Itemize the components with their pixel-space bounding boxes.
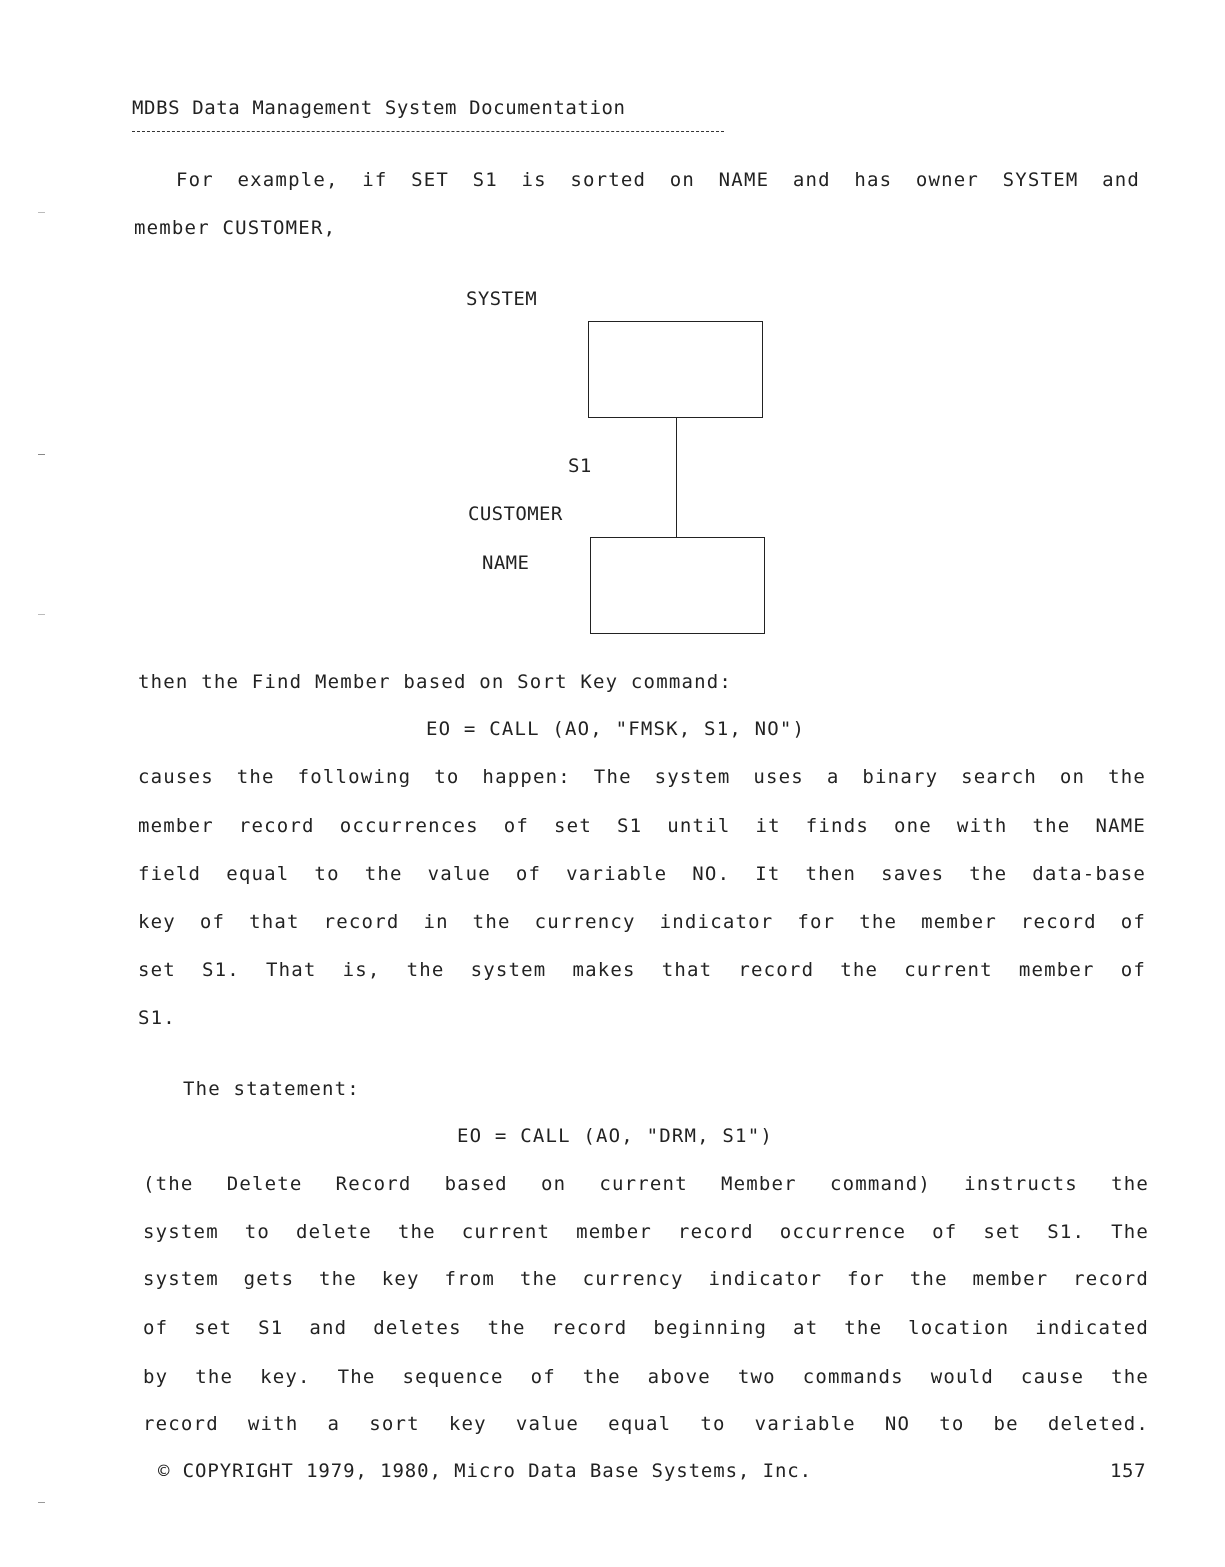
- owner-record-box: [588, 321, 763, 418]
- margin-tick: [38, 614, 45, 615]
- para2-line: system gets the key from the currency indicator for the member record: [143, 1268, 1149, 1290]
- para2-line: record with a sort key value equal to variable NO to be deleted.: [143, 1413, 1149, 1435]
- set-connector-line: [676, 417, 677, 537]
- member-record-box: [590, 537, 765, 634]
- owner-record-label: SYSTEM: [466, 288, 538, 310]
- page-header-title: MDBS Data Management System Documentation: [132, 97, 626, 119]
- header-dashed-rule: [132, 131, 724, 132]
- statement-lead: The statement:: [183, 1078, 360, 1100]
- margin-tick: [38, 454, 45, 455]
- member-record-label: CUSTOMER: [468, 503, 563, 525]
- para1-line: causes the following to happen: The system uses a binary search on the: [138, 766, 1146, 788]
- drm-call-statement: EO = CALL (AO, "DRM, S1"): [457, 1125, 773, 1147]
- para1-line: S1.: [138, 1007, 176, 1029]
- set-name-label: S1: [568, 455, 592, 477]
- fmsk-call-statement: EO = CALL (AO, "FMSK, S1, NO"): [426, 718, 806, 740]
- find-member-lead: then the Find Member based on Sort Key command:: [138, 671, 733, 693]
- para2-line: by the key. The sequence of the above two commands would cause the: [143, 1366, 1149, 1388]
- margin-tick: [38, 1502, 45, 1503]
- para1-line: key of that record in the currency indicator for the member record of: [138, 911, 1146, 933]
- para1-line: member record occurrences of set S1 until it finds one with the NAME: [138, 815, 1146, 837]
- para2-line: of set S1 and deletes the record beginning at the location indicated: [143, 1317, 1149, 1339]
- para2-line: (the Delete Record based on current Member command) instructs the: [143, 1173, 1149, 1195]
- page-number: 157: [1110, 1460, 1147, 1482]
- para2-line: system to delete the current member record occurrence of set S1. The: [143, 1221, 1149, 1243]
- intro-line-1: For example, if SET S1 is sorted on NAME and has owner SYSTEM and: [176, 169, 1140, 191]
- para1-line: field equal to the value of variable NO. It then saves the data-base: [138, 863, 1146, 885]
- para1-line: set S1. That is, the system makes that record the current member of: [138, 959, 1146, 981]
- copyright-notice: © COPYRIGHT 1979, 1980, Micro Data Base Systems, Inc.: [158, 1460, 812, 1482]
- intro-line-2: member CUSTOMER,: [134, 217, 337, 239]
- margin-tick: [38, 212, 45, 213]
- sort-key-label: NAME: [482, 552, 530, 574]
